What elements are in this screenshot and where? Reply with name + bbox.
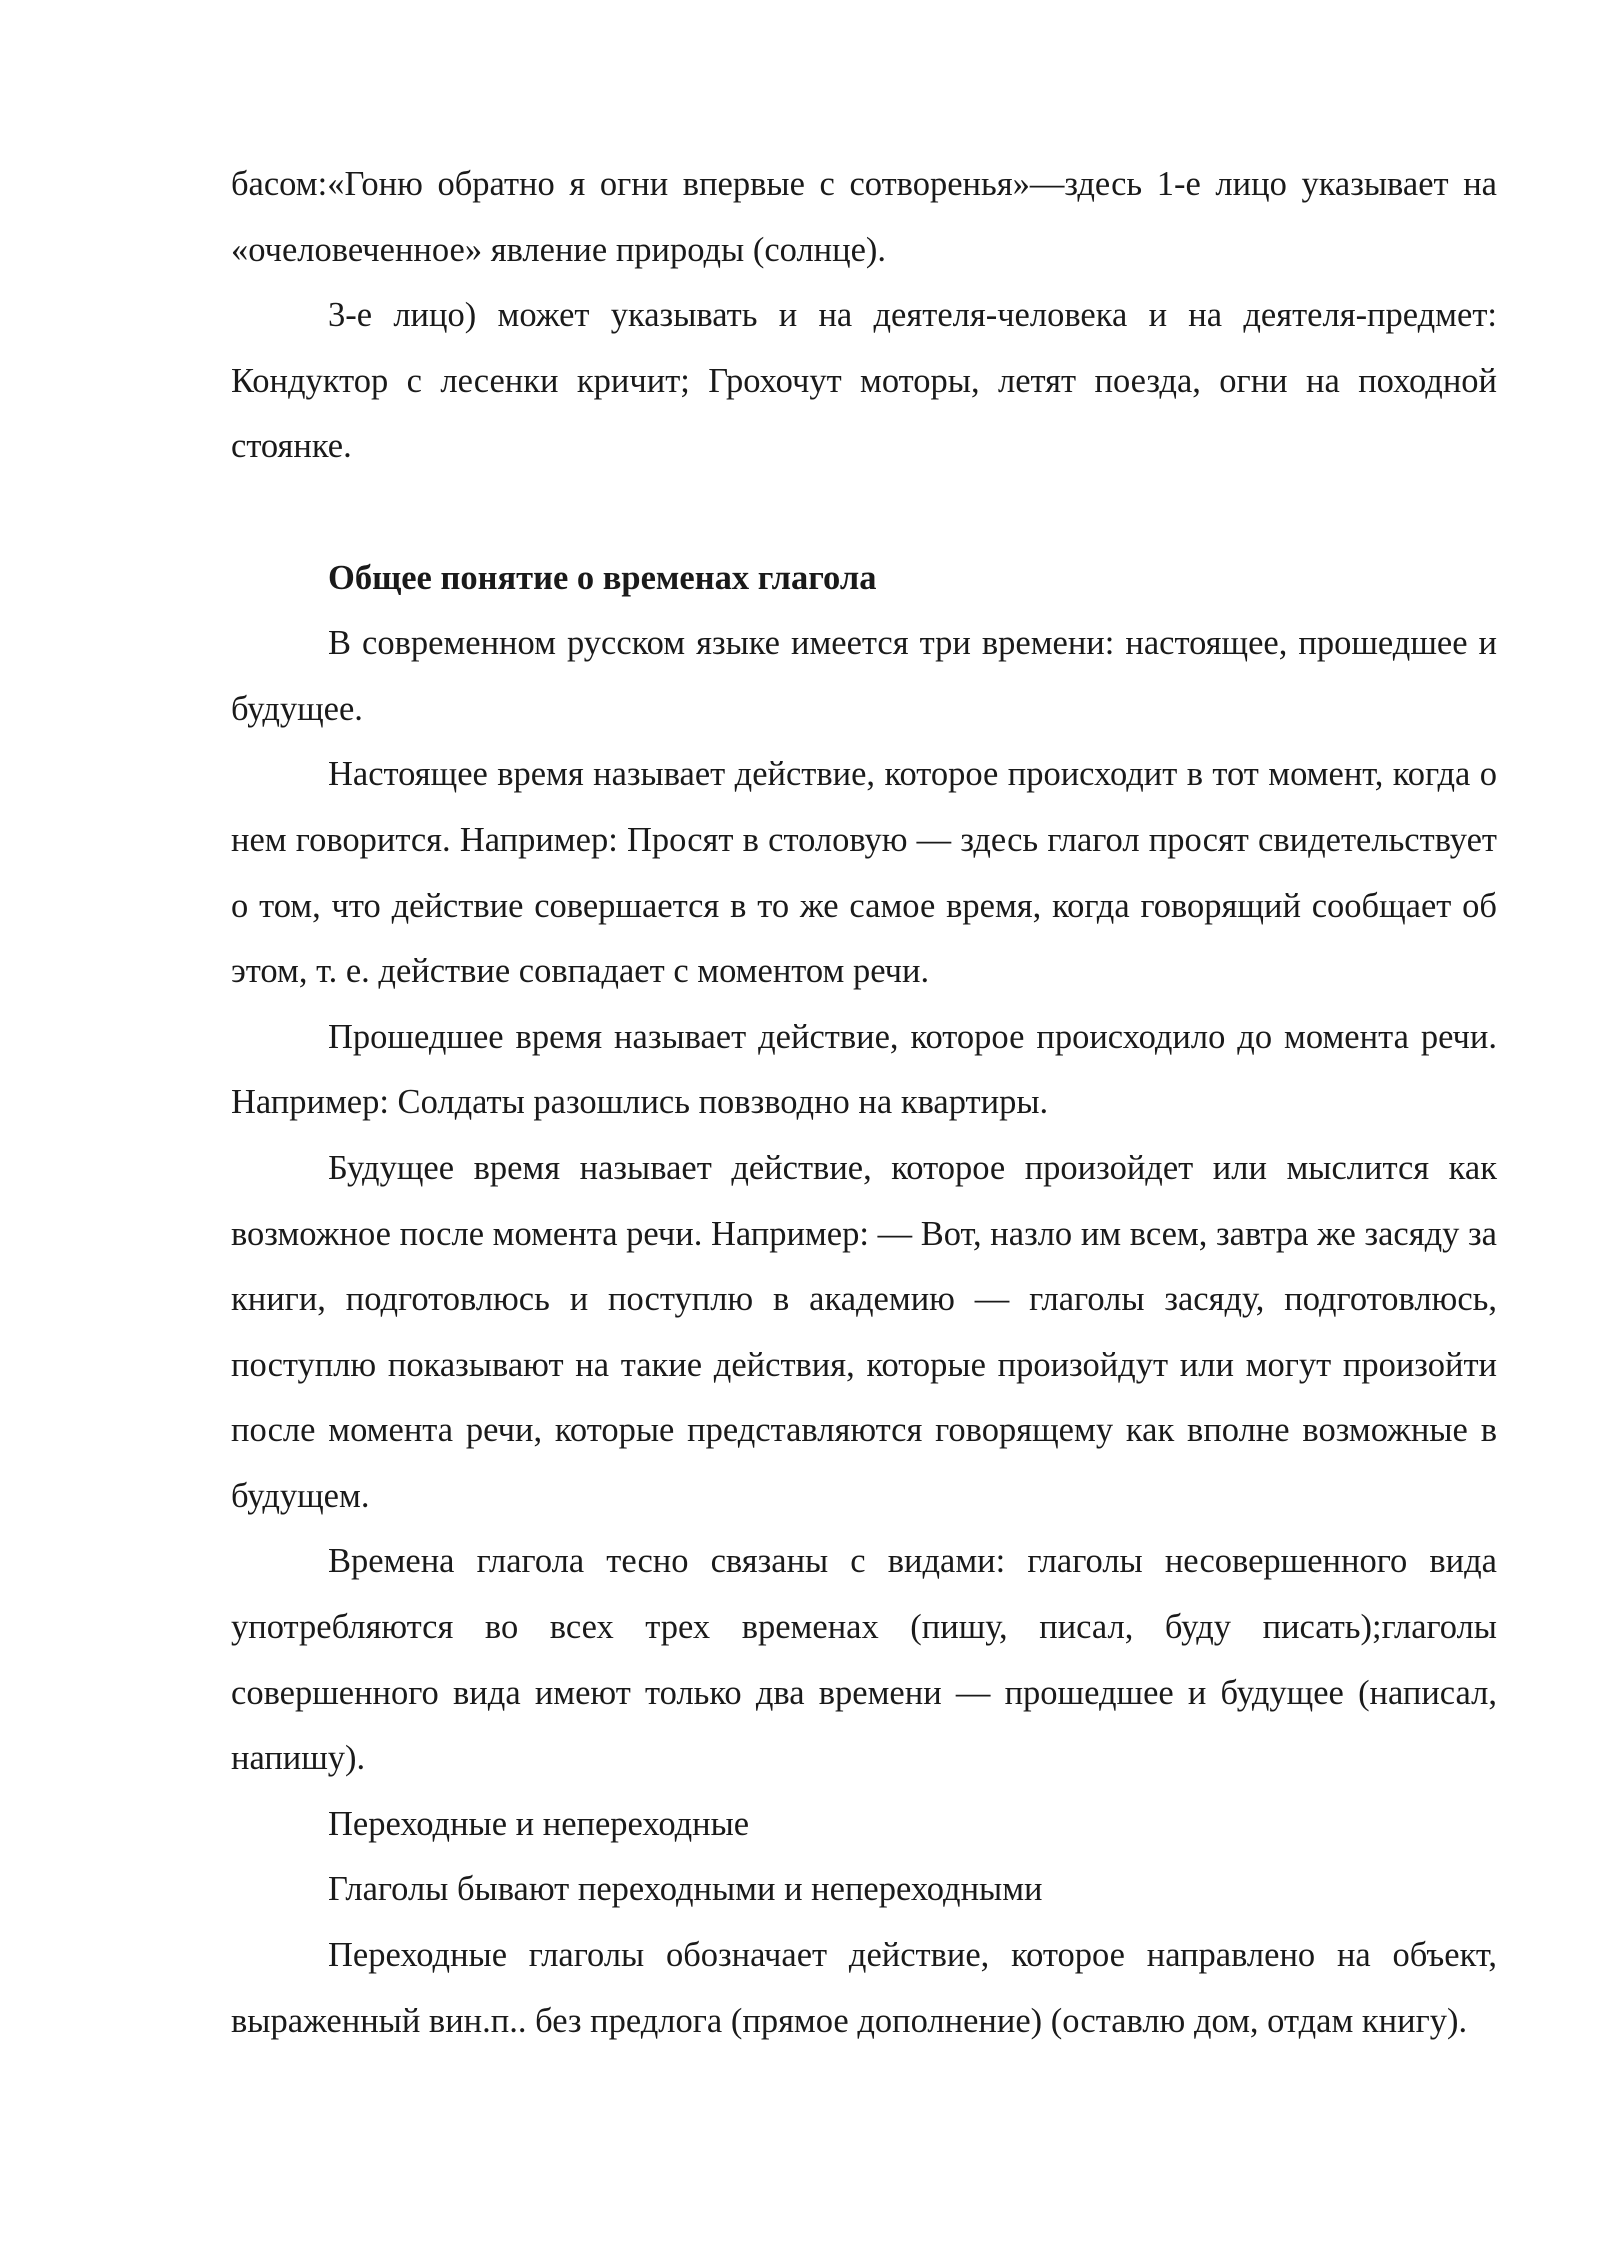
paragraph-7: Времена глагола тесно связаны с видами: глаголы несовершенного вида употребляются во всех трех временах (пишу, писал, буду писать);глаголы совершенного вида имеют только два времени — прошедшее и будущее (написал, напишу). [231, 1542, 1497, 1778]
paragraph-2: 3-е лицо) может указывать и на деятеля-человека и на деятеля-предмет: Кондуктор с лесенки кричит; Грохочут моторы, летят поезда, огни на походной стоянке. [231, 296, 1497, 466]
paragraph-8: Переходные и непереходные [328, 1804, 750, 1843]
paragraph-9: Глаголы бывают переходными и непереходными [328, 1870, 1043, 1909]
paragraph-1: басом:«Гоню обратно я огни впервые с сотворенья»—здесь 1-е лицо указывает на «очеловеченное» явление природы (солнце). [231, 165, 1497, 269]
blank-line [231, 480, 1497, 546]
paragraph-3: В современном русском языке имеется три времени: настоящее, прошедшее и будущее. [231, 624, 1497, 728]
paragraph-5: Прошедшее время называет действие, которое происходило до момента речи. Например: Солдаты разошлись повзводно на квартиры. [231, 1017, 1497, 1122]
paragraph-6: Будущее время называет действие, которое произойдет или мыслится как возможное после момента речи. Например: — Вот, назло им всем, завтра же засяду за книги, подготовлюсь и поступлю в академию — глаголы засяду, подготовлюсь, поступлю показывают на такие действия, которые произойдут или могут произойти после момента речи, которые представляются говорящему как вполне возможные в будущем. [231, 1148, 1497, 1515]
section-heading: Общее понятие о временах глагола [328, 558, 877, 597]
document-page [231, 152, 1497, 2054]
paragraph-10: Переходные глаголы обозначает действие, которое направлено на объект, выраженный вин.п.. без предлога (прямое дополнение) (оставлю дом, отдам книгу). [231, 1936, 1497, 2040]
paragraph-4: Настоящее время называет действие, которое происходит в тот момент, когда о нем говорится. Например: Просят в столовую — здесь глагол просят свидетельствует о том, что действие совершается в то же самое время, когда говорящий сообщает об этом, т. е. действие совпадает с моментом речи. [231, 755, 1497, 991]
